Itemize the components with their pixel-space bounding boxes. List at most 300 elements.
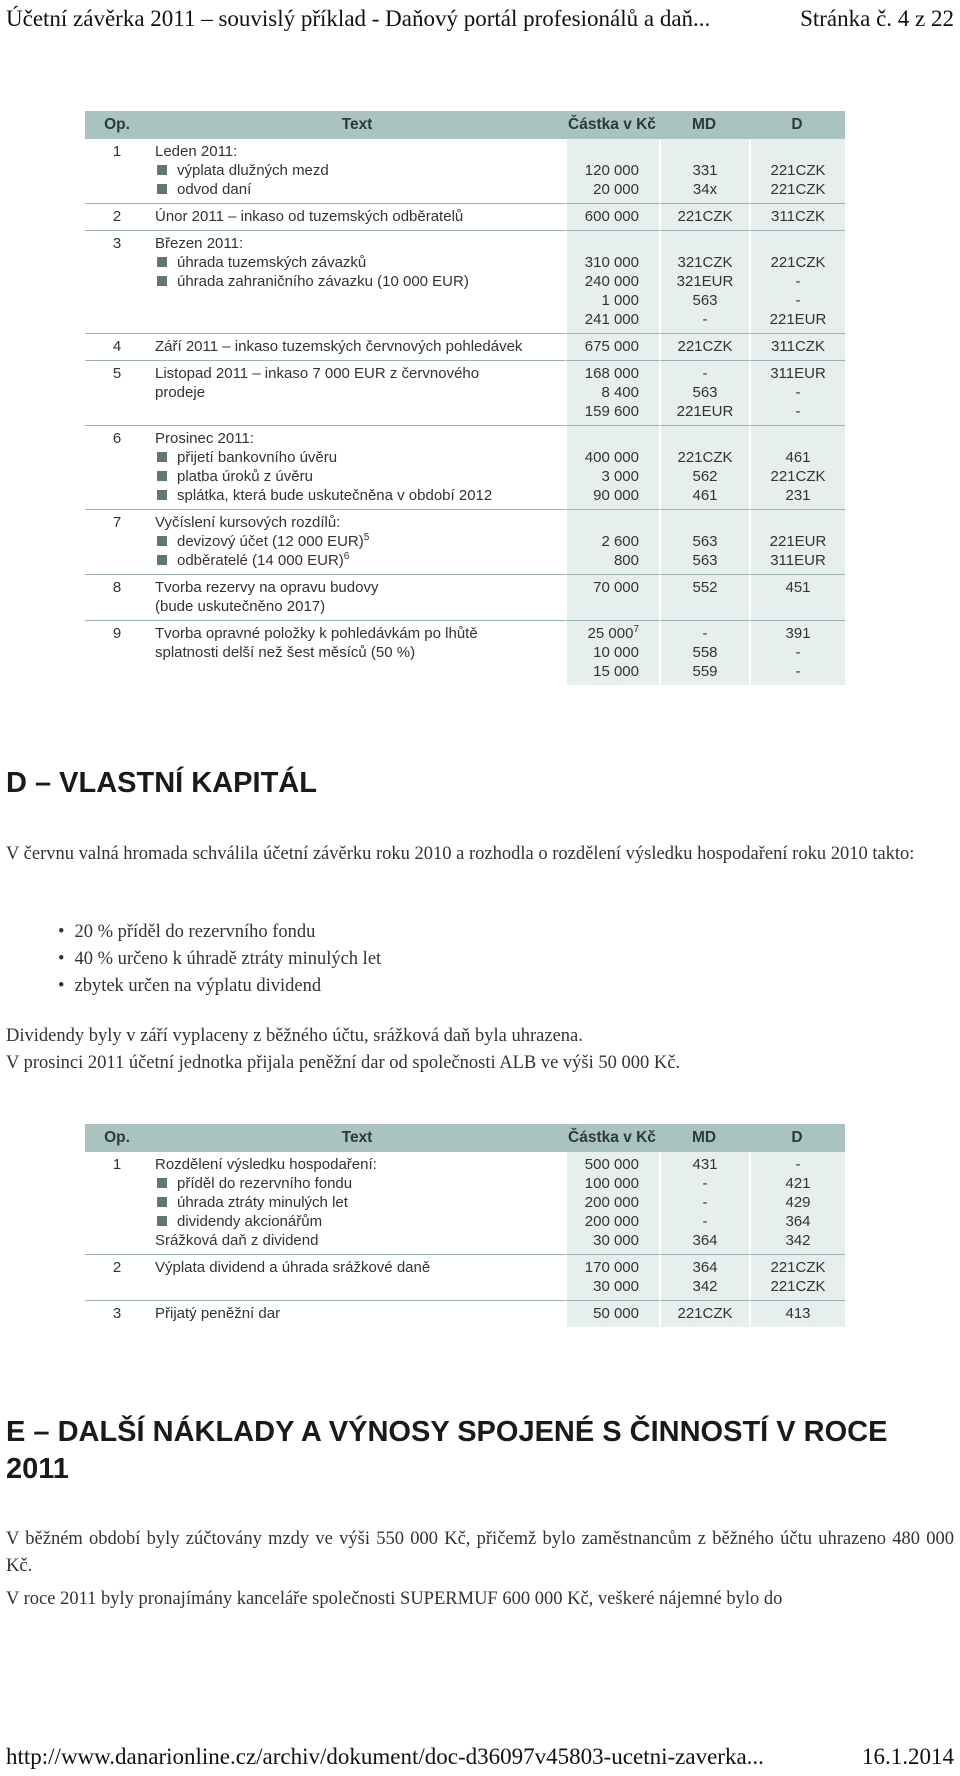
op-text-value: devizový účet (12 000 EUR) — [177, 533, 364, 550]
amount-value-text: 70 000 — [593, 579, 639, 596]
op-text-line — [155, 448, 565, 467]
square-bullet-icon — [157, 165, 167, 175]
md-account — [661, 1155, 749, 1174]
op-text-line — [155, 486, 565, 505]
md-account — [661, 310, 749, 329]
md-account — [661, 513, 749, 532]
amount-value — [567, 1277, 639, 1296]
amount-value-cell — [565, 1301, 659, 1327]
amount-value-text: 800 — [613, 552, 639, 569]
d-account — [751, 448, 845, 467]
d-account — [751, 1277, 845, 1296]
table-row — [85, 139, 845, 204]
amount-value-text: 8 400 — [601, 384, 639, 401]
op-text-line — [155, 1174, 565, 1193]
md-account — [661, 234, 749, 253]
op-text-line — [155, 1155, 565, 1174]
amount-value-text: 20 000 — [593, 181, 639, 198]
amount-value-text: 90 000 — [593, 487, 639, 504]
op-text — [149, 1152, 565, 1255]
op-text — [149, 1255, 565, 1301]
md-account-text: 34x — [692, 181, 718, 198]
col-header-d: D — [749, 1124, 845, 1152]
op-text-line — [155, 161, 565, 180]
d-account-text: - — [795, 403, 801, 420]
md-account — [661, 1231, 749, 1250]
amount-value — [567, 1193, 639, 1212]
amount-value-text: 1 000 — [601, 292, 639, 309]
md-account — [661, 1258, 749, 1277]
d-account — [751, 291, 845, 310]
square-bullet-icon — [157, 276, 167, 286]
d-account-text: 342 — [785, 1232, 811, 1249]
md-account-text: - — [702, 625, 708, 642]
op-text-value: úhrada ztráty minulých let — [177, 1194, 348, 1211]
square-bullet-icon — [157, 536, 167, 546]
amount-value-text: 170 000 — [584, 1259, 639, 1276]
op-text-line — [155, 624, 565, 643]
op-number: 3 — [85, 231, 149, 334]
md-account — [661, 1174, 749, 1193]
op-text-line — [155, 310, 565, 329]
table-row — [85, 575, 845, 621]
d-account — [751, 180, 845, 199]
table-row — [85, 204, 845, 231]
md-account — [661, 291, 749, 310]
d-account — [751, 1212, 845, 1231]
amount-value — [567, 1174, 639, 1193]
d-account-text: - — [795, 292, 801, 309]
md-account-text: 552 — [692, 579, 718, 596]
list-item: • 40 % určeno k úhradě ztráty minulých let — [58, 946, 381, 973]
md-account — [661, 643, 749, 662]
op-text-value: odvod daní — [177, 181, 252, 198]
amount-value — [567, 1231, 639, 1250]
d-account — [751, 513, 845, 532]
op-text-line — [155, 532, 565, 551]
op-text-line — [155, 1304, 565, 1323]
d-account — [751, 364, 845, 383]
d-account-cell — [749, 1255, 845, 1301]
d-account-text: 221CZK — [770, 162, 826, 179]
d-account — [751, 234, 845, 253]
table-row — [85, 1301, 845, 1327]
d-account-text: 429 — [785, 1194, 811, 1211]
op-text-value: Rozdělení výsledku hospodaření: — [155, 1156, 377, 1173]
amount-value-cell — [565, 361, 659, 426]
md-account — [661, 272, 749, 291]
op-text-value: Přijatý peněžní dar — [155, 1305, 281, 1322]
col-header-md: MD — [659, 111, 749, 139]
amount-value-text: 310 000 — [584, 254, 639, 271]
op-text-value: výplata dlužných mezd — [177, 162, 329, 179]
amount-value-text: 15 000 — [593, 663, 639, 680]
md-account — [661, 597, 749, 616]
d-account — [751, 1174, 845, 1193]
list-item: • zbytek určen na výplatu dividend — [58, 973, 381, 1000]
op-text-value: Únor 2011 – inkaso od tuzemských odběratelů — [155, 208, 464, 225]
amount-value — [567, 402, 639, 421]
amount-value-cell — [565, 575, 659, 621]
amount-value-text: 400 000 — [584, 449, 639, 466]
op-text-line — [155, 253, 565, 272]
op-text-value: Vyčíslení kursových rozdílů: — [155, 514, 341, 531]
section-d-intro: V červnu valná hromada schválila účetní závěrku roku 2010 a rozhodla o rozdělení výsledku hospodaření roku 2010 takto: — [6, 844, 915, 864]
d-account — [751, 532, 845, 551]
amount-value-cell — [565, 1255, 659, 1301]
d-account-cell — [749, 575, 845, 621]
d-account-text: 461 — [785, 449, 811, 466]
section-d-para-1: Dividendy byly v září vyplaceny z běžného účtu, srážková daň byla uhrazena. — [6, 1026, 583, 1046]
md-account — [661, 486, 749, 505]
amount-value — [567, 578, 639, 597]
d-account — [751, 624, 845, 643]
d-account — [751, 578, 845, 597]
op-text-line — [155, 597, 565, 616]
md-account — [661, 337, 749, 356]
d-account-text: 413 — [785, 1305, 811, 1322]
md-account — [661, 402, 749, 421]
amount-value — [567, 272, 639, 291]
op-text-line — [155, 142, 565, 161]
op-text-line — [155, 337, 565, 356]
footer-date: 16.1.2014 — [862, 1744, 954, 1769]
square-bullet-icon — [157, 184, 167, 194]
page-header — [6, 2, 954, 36]
d-account-cell — [749, 361, 845, 426]
md-account-text: 559 — [692, 663, 718, 680]
op-text — [149, 231, 565, 334]
d-account-text: 311CZK — [771, 338, 825, 355]
table-row — [85, 510, 845, 575]
square-bullet-icon — [157, 490, 167, 500]
md-account — [661, 578, 749, 597]
col-header-amount: Částka v Kč — [565, 111, 659, 139]
d-account-cell — [749, 231, 845, 334]
op-text-line — [155, 643, 565, 662]
section-e-heading: E – DALŠÍ NÁKLADY A VÝNOSY SPOJENÉ S ČINNOSTÍ V ROCE 2011 — [6, 1416, 888, 1485]
d-account — [751, 337, 845, 356]
md-account-cell — [659, 1301, 749, 1327]
op-text-value: úhrada tuzemských závazků — [177, 254, 367, 271]
amount-value-text: 50 000 — [593, 1305, 639, 1322]
md-account — [661, 467, 749, 486]
square-bullet-icon — [157, 1216, 167, 1226]
col-header-amount: Částka v Kč — [565, 1124, 659, 1152]
op-text-line — [155, 383, 565, 402]
md-account-cell — [659, 510, 749, 575]
d-account — [751, 486, 845, 505]
md-account — [661, 662, 749, 681]
md-account-text: 364 — [692, 1259, 718, 1276]
d-account — [751, 662, 845, 681]
amount-value-cell — [565, 139, 659, 204]
op-text-line — [155, 364, 565, 383]
d-account-text: 231 — [785, 487, 811, 504]
d-account-text: 311EUR — [770, 552, 826, 569]
d-account — [751, 1304, 845, 1323]
d-account — [751, 253, 845, 272]
header-title: Účetní závěrka 2011 – souvislý příklad - Daňový portál profesionálů a daň... — [6, 6, 711, 31]
amount-value — [567, 180, 639, 199]
d-account — [751, 597, 845, 616]
md-account — [661, 364, 749, 383]
amount-value-text: 3 000 — [601, 468, 639, 485]
md-account-text: 221CZK — [677, 208, 733, 225]
d-account-text: 421 — [785, 1175, 811, 1192]
amount-value — [567, 142, 639, 161]
amount-value — [567, 597, 639, 616]
op-text-line — [155, 578, 565, 597]
footnote-marker: 7 — [633, 624, 639, 635]
op-number: 7 — [85, 510, 149, 575]
md-account-text: 221EUR — [676, 403, 734, 420]
md-account-text: - — [702, 1175, 708, 1192]
op-text — [149, 1301, 565, 1327]
md-account-cell — [659, 334, 749, 361]
md-account-text: 331 — [692, 162, 718, 179]
table-row — [85, 1255, 845, 1301]
square-bullet-icon — [157, 1197, 167, 1207]
op-text-line — [155, 180, 565, 199]
amount-value-cell — [565, 1152, 659, 1255]
d-account-text: 451 — [785, 579, 811, 596]
amount-value-text: 25 000 — [587, 625, 634, 642]
section-d-bullets — [58, 919, 381, 1000]
amount-value — [567, 234, 639, 253]
op-text-value: Tvorba rezervy na opravu budovy — [155, 579, 379, 596]
op-text-value: platba úroků z úvěru — [177, 468, 313, 485]
op-number: 1 — [85, 1152, 149, 1255]
op-text-value: Listopad 2011 – inkaso 7 000 EUR z červnového — [155, 365, 480, 382]
amount-value-text: 200 000 — [584, 1213, 639, 1230]
md-account-text: 461 — [692, 487, 718, 504]
amount-value — [567, 467, 639, 486]
amount-value — [567, 1258, 639, 1277]
md-account-text: 221CZK — [677, 449, 733, 466]
amount-value-text: 30 000 — [593, 1278, 639, 1295]
md-account — [661, 383, 749, 402]
op-text — [149, 575, 565, 621]
op-text-value: dividendy akcionářům — [177, 1213, 323, 1230]
d-account — [751, 142, 845, 161]
page-footer — [6, 1740, 954, 1774]
d-account-cell — [749, 1301, 845, 1327]
md-account-text: 221CZK — [677, 338, 733, 355]
d-account-cell — [749, 1152, 845, 1255]
d-account — [751, 429, 845, 448]
amount-value — [567, 253, 639, 272]
col-header-text: Text — [149, 111, 565, 139]
d-account — [751, 643, 845, 662]
amount-value-cell — [565, 426, 659, 510]
d-account — [751, 383, 845, 402]
d-account-text: 311CZK — [771, 208, 825, 225]
d-account-text: 221CZK — [770, 254, 826, 271]
op-number: 2 — [85, 204, 149, 231]
md-account — [661, 1212, 749, 1231]
md-account-cell — [659, 1255, 749, 1301]
op-text-line — [155, 1231, 565, 1250]
amount-value — [567, 1155, 639, 1174]
md-account-cell — [659, 204, 749, 231]
op-text — [149, 139, 565, 204]
d-account-cell — [749, 139, 845, 204]
op-text-value: splatnosti delší než šest měsíců (50 %) — [155, 644, 416, 661]
amount-value-text: 241 000 — [584, 311, 639, 328]
op-text-value: Výplata dividend a úhrada srážkové daně — [155, 1259, 431, 1276]
op-text — [149, 334, 565, 361]
md-account — [661, 1304, 749, 1323]
d-account-text: - — [795, 273, 801, 290]
square-bullet-icon — [157, 471, 167, 481]
amount-value-text: 600 000 — [584, 208, 639, 225]
md-account-text: 563 — [692, 552, 718, 569]
amount-value-text: 500 000 — [584, 1156, 639, 1173]
d-account-text: 364 — [785, 1213, 811, 1230]
md-account-text: 364 — [692, 1232, 718, 1249]
square-bullet-icon — [157, 555, 167, 565]
op-number: 5 — [85, 361, 149, 426]
d-account-text: - — [795, 384, 801, 401]
amount-value-text: 10 000 — [593, 644, 639, 661]
op-text-value: Prosinec 2011: — [155, 430, 254, 447]
amount-value-text: 30 000 — [593, 1232, 639, 1249]
md-account-cell — [659, 575, 749, 621]
md-account-text: 563 — [692, 533, 718, 550]
amount-value-text: 200 000 — [584, 1194, 639, 1211]
op-text-line — [155, 402, 565, 421]
op-text-value: Leden 2011: — [155, 143, 238, 160]
amount-value-text: 2 600 — [601, 533, 639, 550]
md-account-text: 563 — [692, 384, 718, 401]
table-row — [85, 621, 845, 685]
op-number: 2 — [85, 1255, 149, 1301]
amount-value — [567, 513, 639, 532]
amount-value — [567, 448, 639, 467]
square-bullet-icon — [157, 452, 167, 462]
md-account-text: - — [702, 1194, 708, 1211]
op-text-line — [155, 513, 565, 532]
md-account — [661, 253, 749, 272]
op-text-value: Srážková daň z dividend — [155, 1232, 319, 1249]
footnote-marker: 5 — [363, 532, 370, 543]
col-header-text: Text — [149, 1124, 565, 1152]
md-account-text: 562 — [692, 468, 718, 485]
md-account-text: - — [702, 365, 708, 382]
d-account-cell — [749, 510, 845, 575]
d-account-text: 221CZK — [770, 1259, 826, 1276]
md-account-cell — [659, 361, 749, 426]
amount-value — [567, 643, 639, 662]
table-row — [85, 231, 845, 334]
d-account-text: 221CZK — [770, 181, 826, 198]
op-text-value: přijetí bankovního úvěru — [177, 449, 338, 466]
section-d-para-2: V prosinci 2011 účetní jednotka přijala peněžní dar od společnosti ALB ve výši 50 000 Kč. — [6, 1053, 681, 1073]
amount-value — [567, 310, 639, 329]
op-text-line — [155, 1258, 565, 1277]
md-account — [661, 448, 749, 467]
d-account-text: - — [795, 663, 801, 680]
col-header-md: MD — [659, 1124, 749, 1152]
d-account-text: 221CZK — [770, 1278, 826, 1295]
amount-value — [567, 486, 639, 505]
ledger-table-2 — [85, 1124, 845, 1327]
amount-value-text: 675 000 — [584, 338, 639, 355]
amount-value-cell — [565, 621, 659, 685]
op-text-value: Září 2011 – inkaso tuzemských červnových pohledávek — [155, 338, 523, 355]
section-e-para-2: V roce 2011 byly pronajímány kanceláře společnosti SUPERMUF 600 000 Kč, veškeré nájemné bylo do — [6, 1589, 783, 1609]
op-text-value: příděl do rezervního fondu — [177, 1175, 353, 1192]
amount-value — [567, 337, 639, 356]
section-e-para-1: V běžném období byly zúčtovány mzdy ve výši 550 000 Kč, přičemž bylo zaměstnancům z běžného účtu uhrazeno 480 000 Kč. — [6, 1529, 954, 1576]
md-account — [661, 551, 749, 570]
op-text-value: Tvorba opravné položky k pohledávkám po lhůtě — [155, 625, 478, 642]
amount-value — [567, 1212, 639, 1231]
md-account-cell — [659, 621, 749, 685]
d-account — [751, 402, 845, 421]
amount-value — [567, 532, 639, 551]
md-account — [661, 624, 749, 643]
amount-value-cell — [565, 510, 659, 575]
md-account-text: 342 — [692, 1278, 718, 1295]
d-account-cell — [749, 621, 845, 685]
op-number: 9 — [112, 625, 122, 642]
col-header-op: Op. — [85, 1124, 149, 1152]
ledger-table-1 — [85, 111, 845, 685]
op-text-line — [155, 551, 565, 570]
table-row — [85, 426, 845, 510]
amount-value — [567, 1304, 639, 1323]
md-account-text: 321EUR — [676, 273, 734, 290]
amount-value — [567, 364, 639, 383]
d-account — [751, 207, 845, 226]
md-account-cell — [659, 139, 749, 204]
amount-value-text: 120 000 — [584, 162, 639, 179]
d-account — [751, 272, 845, 291]
md-account — [661, 180, 749, 199]
op-text-line — [155, 1212, 565, 1231]
table-row — [85, 361, 845, 426]
amount-value-text: 240 000 — [584, 273, 639, 290]
amount-value — [567, 551, 639, 570]
section-d-heading: D – VLASTNÍ KAPITÁL — [6, 767, 317, 799]
amount-value — [567, 662, 639, 681]
op-text-value: (bude uskutečněno 2017) — [155, 598, 326, 615]
amount-value — [567, 383, 639, 402]
md-account-text: 431 — [692, 1156, 718, 1173]
d-account — [751, 1231, 845, 1250]
footer-url: http://www.danarionline.cz/archiv/dokument/doc-d36097v45803-ucetni-zaverka... — [6, 1744, 764, 1769]
op-text-value: Březen 2011: — [155, 235, 244, 252]
d-account-cell — [749, 204, 845, 231]
op-text-value: splátka, která bude uskutečněna v období 2012 — [177, 487, 493, 504]
d-account — [751, 551, 845, 570]
op-text-line — [155, 207, 565, 226]
op-text — [149, 361, 565, 426]
md-account-text: 221CZK — [677, 1305, 733, 1322]
md-account-text: 563 — [692, 292, 718, 309]
op-text-value: prodeje — [155, 384, 206, 401]
amount-value-cell — [565, 231, 659, 334]
md-account-text: - — [702, 1213, 708, 1230]
col-header-op: Op. — [85, 111, 149, 139]
md-account-cell — [659, 1152, 749, 1255]
d-account-cell — [749, 426, 845, 510]
amount-value — [567, 624, 639, 643]
d-account — [751, 467, 845, 486]
d-account-text: - — [795, 644, 801, 661]
